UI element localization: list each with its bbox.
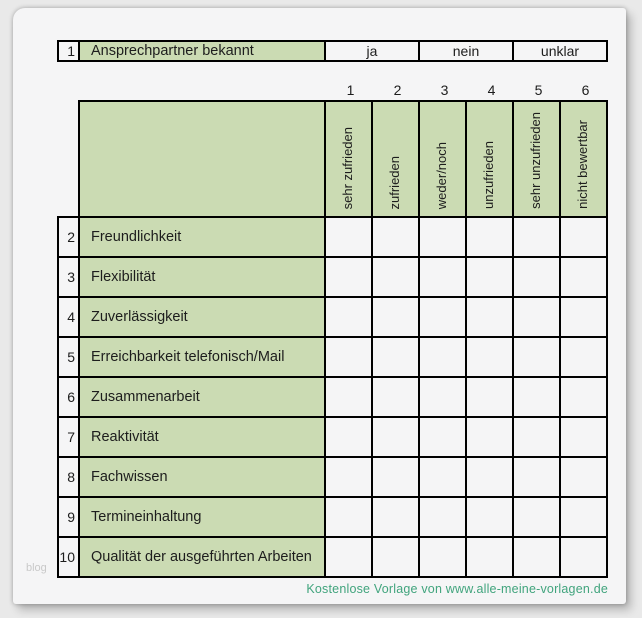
option-cell-ja[interactable]: ja [326,42,418,60]
answer-cell[interactable] [420,258,465,296]
rating-column-header-label: sehr unzufrieden [528,112,544,209]
criteria-row-number: 9 [59,498,78,536]
answer-cell[interactable] [514,378,559,416]
answer-cell[interactable] [373,298,418,336]
answer-cell[interactable] [326,338,371,376]
answer-cell[interactable] [514,538,559,576]
answer-cell[interactable] [420,418,465,456]
answer-cell[interactable] [373,218,418,256]
answer-cell[interactable] [326,458,371,496]
criteria-label: Freundlichkeit [80,218,324,256]
answer-cell[interactable] [561,498,606,536]
answer-cell[interactable] [326,538,371,576]
answer-cell[interactable] [373,378,418,416]
answer-cell[interactable] [467,418,512,456]
answer-cell[interactable] [514,418,559,456]
answer-cell[interactable] [561,338,606,376]
question-label: Ansprechpartner bekannt [80,42,324,60]
criteria-row-number: 2 [59,218,78,256]
answer-cell[interactable] [420,298,465,336]
criteria-label: Termineinhaltung [80,498,324,536]
answer-cell[interactable] [561,218,606,256]
answer-cell[interactable] [420,498,465,536]
criteria-row-number: 4 [59,298,78,336]
rating-column-header-6 [561,102,606,216]
answer-cell[interactable] [420,338,465,376]
rating-column-header-label: unzufrieden [481,141,497,209]
rating-column-number-6: 6 [581,82,590,98]
answer-cell[interactable] [561,538,606,576]
rating-column-header-1 [326,102,371,216]
criteria-label: Zusammenarbeit [80,378,324,416]
answer-cell[interactable] [326,218,371,256]
answer-cell[interactable] [561,378,606,416]
criteria-row-number: 6 [59,378,78,416]
criteria-label: Qualität der ausgeführten Arbeiten [80,538,324,576]
header-corner-blank [57,100,78,216]
question-row-table [57,40,608,62]
answer-cell[interactable] [373,498,418,536]
rating-matrix-table [57,100,608,578]
criteria-row-number: 7 [59,418,78,456]
answer-cell[interactable] [514,458,559,496]
criteria-label: Flexibilität [80,258,324,296]
answer-cell[interactable] [467,378,512,416]
criteria-label: Reaktivität [80,418,324,456]
criteria-label: Erreichbarkeit telefonisch/Mail [80,338,324,376]
criteria-label: Zuverlässigkeit [80,298,324,336]
answer-cell[interactable] [326,378,371,416]
answer-cell[interactable] [420,538,465,576]
criteria-row-number: 8 [59,458,78,496]
option-cell-nein[interactable]: nein [420,42,512,60]
answer-cell[interactable] [561,298,606,336]
answer-cell[interactable] [373,538,418,576]
rating-column-header-5 [514,102,559,216]
answer-cell[interactable] [467,538,512,576]
answer-cell[interactable] [326,498,371,536]
answer-cell[interactable] [420,458,465,496]
rating-column-number-5: 5 [534,82,543,98]
answer-cell[interactable] [467,498,512,536]
option-cell-unklar[interactable]: unklar [514,42,606,60]
rating-column-header-3 [420,102,465,216]
answer-cell[interactable] [561,418,606,456]
rating-column-header-label: nicht bewertbar [575,120,591,209]
rating-column-header-2 [373,102,418,216]
answer-cell[interactable] [514,218,559,256]
criteria-row-number: 3 [59,258,78,296]
answer-cell[interactable] [561,458,606,496]
answer-cell[interactable] [467,458,512,496]
answer-cell[interactable] [514,338,559,376]
answer-cell[interactable] [326,298,371,336]
watermark: blog [26,562,47,574]
answer-cell[interactable] [514,298,559,336]
criteria-label: Fachwissen [80,458,324,496]
column-numbers-spacer [57,82,326,99]
footer-credit: Kostenlose Vorlage von www.alle-meine-vorlagen.de [306,582,608,596]
rating-column-header-4 [467,102,512,216]
answer-cell[interactable] [326,258,371,296]
answer-cell[interactable] [373,418,418,456]
criteria-row-number: 5 [59,338,78,376]
rating-column-header-label: zufrieden [387,155,403,209]
answer-cell[interactable] [373,258,418,296]
answer-cell[interactable] [467,258,512,296]
answer-cell[interactable] [420,378,465,416]
rating-column-number-4: 4 [487,82,496,98]
question-row-number: 1 [59,42,78,60]
answer-cell[interactable] [514,258,559,296]
answer-cell[interactable] [467,218,512,256]
answer-cell[interactable] [326,418,371,456]
answer-cell[interactable] [373,338,418,376]
rating-column-number-3: 3 [440,82,449,98]
answer-cell[interactable] [467,298,512,336]
answer-cell[interactable] [373,458,418,496]
rating-column-header-label: weder/noch [434,141,450,209]
rating-column-numbers [57,82,608,99]
rating-column-number-1: 1 [346,82,355,98]
answer-cell[interactable] [420,218,465,256]
rating-column-header-label: sehr zufrieden [340,126,356,209]
answer-cell[interactable] [467,338,512,376]
answer-cell[interactable] [514,498,559,536]
answer-cell[interactable] [561,258,606,296]
header-label-blank [80,102,324,216]
rating-column-number-2: 2 [393,82,402,98]
criteria-row-number: 10 [59,538,78,576]
